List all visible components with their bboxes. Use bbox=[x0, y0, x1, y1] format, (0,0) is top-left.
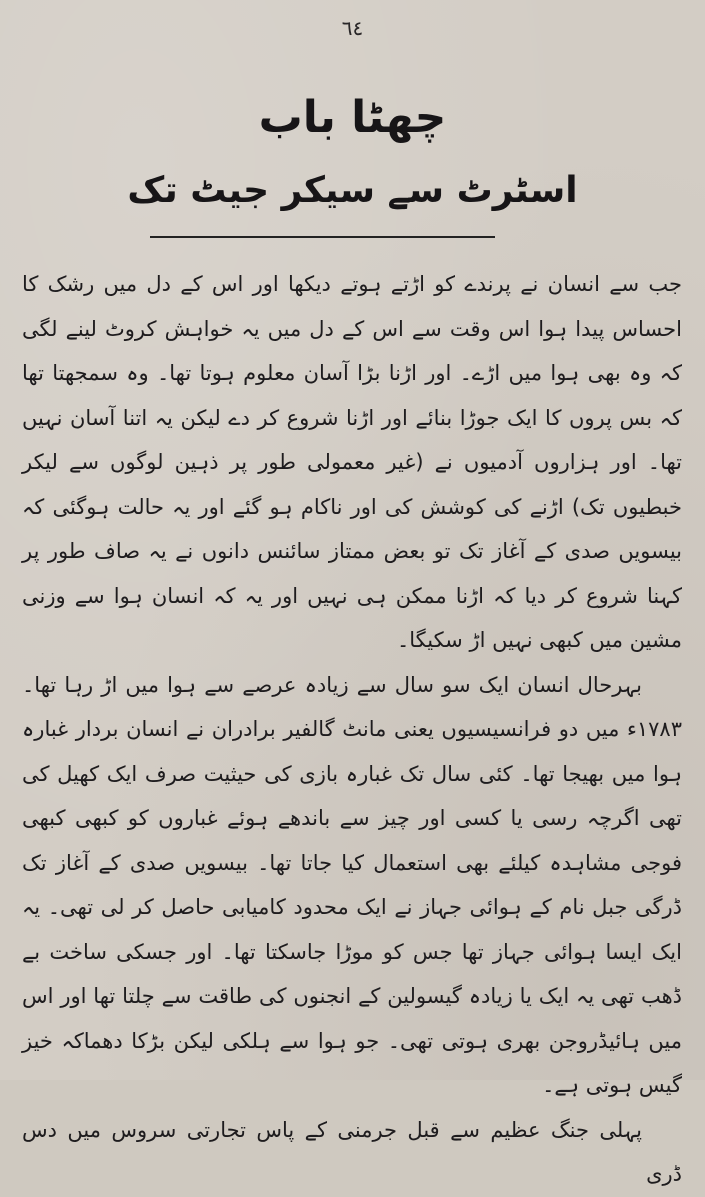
paragraph: پہلی جنگ عظیم سے قبل جرمنی کے پاس تجارتی سروس میں دس ڈری bbox=[22, 1117, 682, 1186]
body-text bbox=[22, 262, 682, 1197]
paragraph: جب سے انسان نے پرندے کو اڑتے ہوتے دیکھا اور اس کے دل میں رشک کا احساس پیدا ہوا اس وقت سے اس کے دل میں یہ خواہش کروٹ لینے لگی کہ وہ بھی ہوا میں اڑے۔ اور اڑنا بڑا آسان معلوم ہوتا تھا۔ وہ سمجھتا تھا کہ بس پروں کا ایک جوڑا بنائے اور اڑنا شروع کر دے لیکن یہ اتنا آسان نہیں تھا۔ اور ہزاروں آدمیوں نے (غیر معمولی طور پر ذہین لوگوں سے لیکر خبطیوں تک) اڑنے کی کوشش کی اور ناکام ہو گئے اور یہ حالت ہوگئی کہ بیسویں صدی کے آغاز تک تو بعض ممتاز سائنس دانوں نے یہ صاف طور پر کہنا شروع کر دیا کہ اڑنا ممکن ہی نہیں اور یہ کہ انسان ہوا سے وزنی مشین میں کبھی نہیں اڑ سکیگا۔ bbox=[22, 272, 682, 652]
paragraph: بہرحال انسان ایک سو سال سے زیادہ عرصے سے ہوا میں اڑ رہا تھا۔ ۱۷۸۳ء میں دو فرانسیسیوں یعنی مانٹ گالفیر برادران نے انسان بردار غبارہ ہوا میں بھیجا تھا۔ کئی سال تک غبارہ بازی کی حیثیت صرف ایک کھیل کی تھی اگرچہ رسی یا کسی اور چیز سے باندھے ہوئے غباروں کو کبھی کبھی فوجی مشاہدہ کیلئے بھی استعمال کیا جاتا تھا۔ بیسویں صدی کے آغاز تک ڈرگی جبل نام کے ہوائی جہاز نے ایک محدود کامیابی حاصل کر لی تھی۔ یہ ایک ایسا ہوائی جہاز تھا جس کو موڑا جاسکتا تھا۔ اور جسکی ساخت بے ڈھب تھی یہ ایک یا زیادہ گیسولین کے انجنوں کی طاقت سے چلتا تھا اور اس میں ہائیڈروجن بھری ہوتی تھی۔ جو ہوا سے ہلکی لیکن بڑکا دھماکہ خیز گیس ہوتی ہے۔ bbox=[22, 672, 682, 1097]
chapter-title: چھٹا باب bbox=[258, 92, 447, 143]
chapter-subtitle: اسٹرٹ سے سیکر جیٹ تک bbox=[127, 170, 578, 211]
title-underline bbox=[150, 236, 495, 238]
page-number: ٦٤ bbox=[341, 16, 364, 40]
